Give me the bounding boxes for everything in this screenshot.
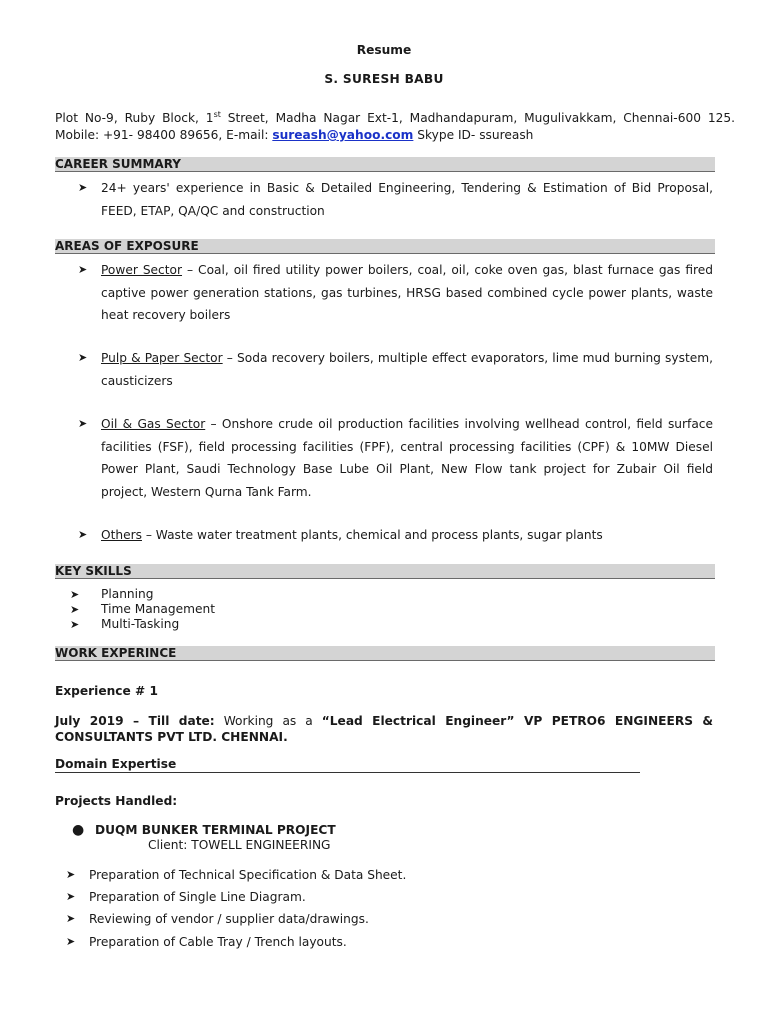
list-item: ➤ Power Sector – Coal, oil fired utility power boilers, coal, oil, coke oven gas, blast furnace gas fired captive power generation stations, gas turbines, HRSG based combined cycle power plants, waste heat recovery boilers (78, 259, 713, 327)
section-career-summary: CAREER SUMMARY (55, 157, 715, 172)
area-label: Power Sector (101, 263, 183, 277)
list-item: ➤ Preparation of Single Line Diagram. (66, 886, 666, 909)
contact-address: Plot No-9, Ruby Block, 1st Street, Madha Nagar Ext-1, Madhandapuram, Mugulivakkam, Chennai-600 125. Mobile: +91- 98400 89656, E-mail: sureash@yahoo.com Skype ID- ssureash (55, 109, 735, 142)
project-item (70, 823, 570, 853)
candidate-name: S. SURESH BABU (324, 72, 444, 86)
area-label: Oil & Gas Sector (101, 417, 206, 431)
document-title: Resume (356, 43, 412, 57)
project-name: DUQM BUNKER TERMINAL PROJECT (95, 823, 336, 837)
list-item: ➤ Time Management (70, 602, 215, 616)
projects-handled-heading: Projects Handled: (55, 794, 178, 808)
domain-expertise-heading: Domain Expertise (55, 757, 640, 773)
list-item: ➤ Reviewing of vendor / supplier data/drawings. (66, 908, 666, 931)
arrow-bullet-icon: ➤ (78, 417, 88, 430)
arrow-bullet-icon: ➤ (78, 351, 88, 364)
arrow-bullet-icon: ➤ (66, 935, 76, 948)
list-item: ➤ Pulp & Paper Sector – Soda recovery boilers, multiple effect evaporators, lime mud burning system, causticizers (78, 347, 713, 392)
arrow-bullet-icon: ➤ (66, 890, 76, 903)
arrow-bullet-icon: ➤ (66, 868, 76, 881)
section-key-skills: KEY SKILLS (55, 564, 715, 579)
email-link[interactable]: sureash@yahoo.com (272, 128, 414, 142)
section-work-experience: WORK EXPERINCE (55, 646, 715, 661)
section-areas-of-exposure: AREAS OF EXPOSURE (55, 239, 715, 254)
list-item: ➤ Others – Waste water treatment plants, chemical and process plants, sugar plants (78, 524, 713, 547)
arrow-bullet-icon: ➤ (70, 603, 80, 616)
list-item: ➤ Preparation of Technical Specification & Data Sheet. (66, 864, 666, 887)
area-label: Pulp & Paper Sector (101, 351, 223, 365)
list-item: ➤ Oil & Gas Sector – Onshore crude oil production facilities involving wellhead control, field surface facilities (FSF), field processing facilities (FPF), central processing facilities (CPF) & 10MW Diesel Power Plant, Saudi Technology Base Lube Oil Plant, New Flow tank project for Zubair Oil field project, Western Qurna Tank Farm. (78, 413, 713, 503)
arrow-bullet-icon: ➤ (70, 588, 80, 601)
experience-heading: Experience # 1 (55, 684, 158, 698)
list-item: ➤ Preparation of Cable Tray / Trench layouts. (66, 931, 666, 954)
arrow-bullet-icon: ➤ (70, 618, 80, 631)
list-item: ➤ Planning (70, 587, 154, 601)
arrow-bullet-icon: ➤ (78, 528, 88, 541)
list-item: ➤ 24+ years' experience in Basic & Detailed Engineering, Tendering & Estimation of Bid Proposal, FEED, ETAP, QA/QC and construction (78, 177, 713, 222)
arrow-bullet-icon: ➤ (66, 912, 76, 925)
round-bullet-icon: ● (72, 822, 85, 838)
area-label: Others (101, 528, 142, 542)
list-item: ➤ Multi-Tasking (70, 617, 180, 631)
job-description: July 2019 – Till date: Working as a “Lead Electrical Engineer” VP PETRO6 ENGINEERS & CONSULTANTS PVT LTD. CHENNAI. (55, 714, 713, 744)
arrow-bullet-icon: ➤ (78, 181, 88, 194)
arrow-bullet-icon: ➤ (78, 263, 88, 276)
project-client: Client: TOWELL ENGINEERING (148, 838, 331, 852)
